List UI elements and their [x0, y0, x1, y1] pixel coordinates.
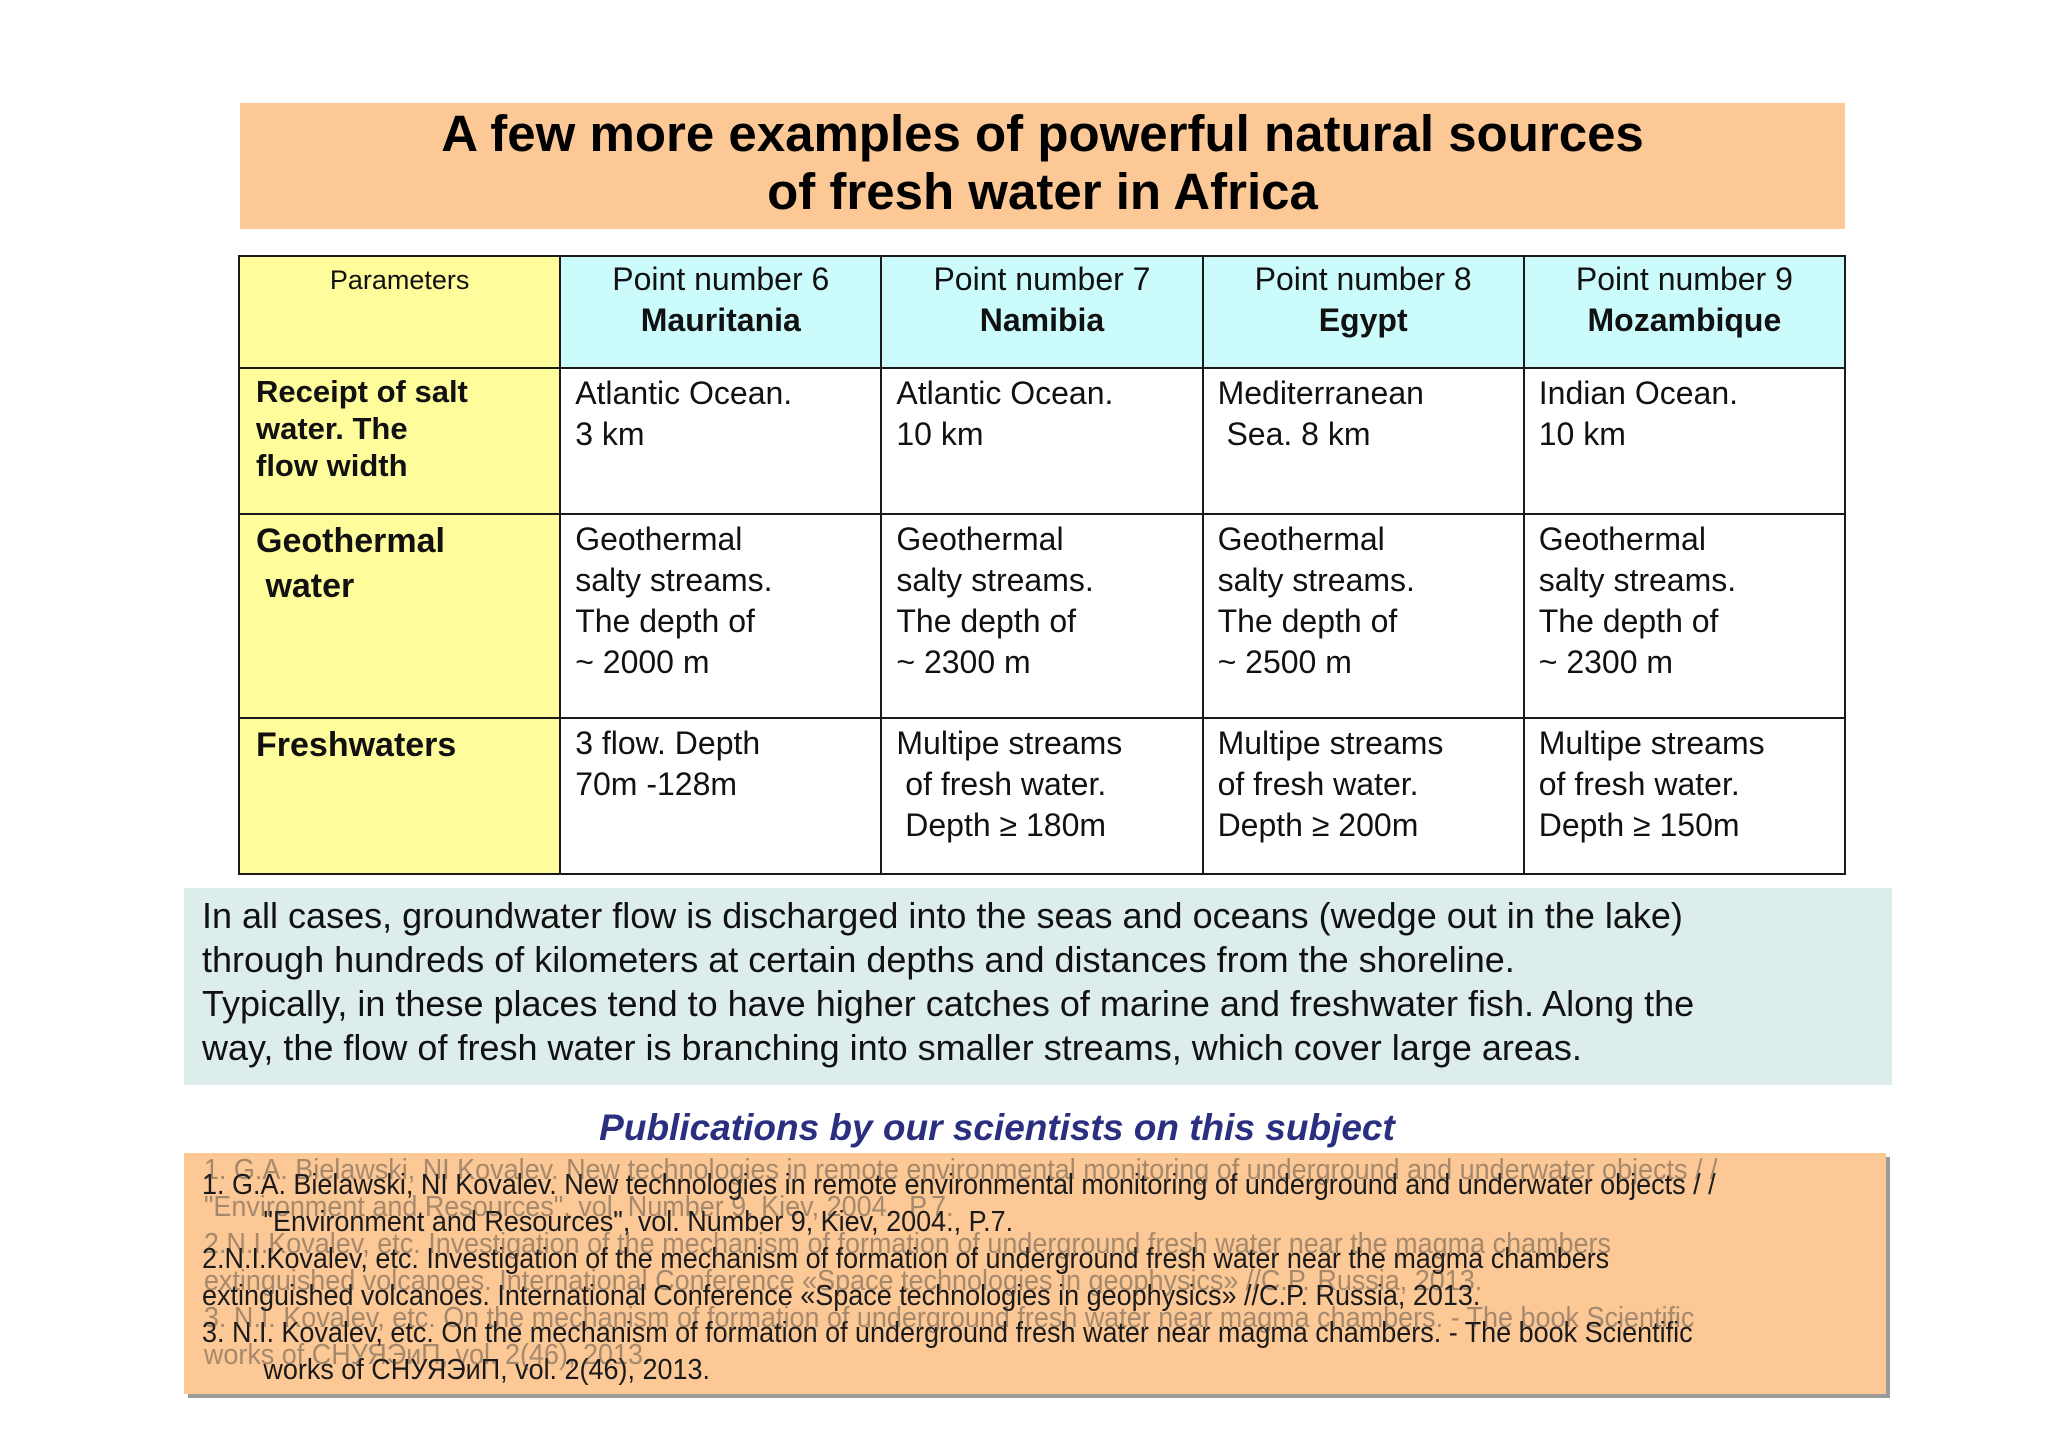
row-label-line: Freshwaters: [256, 726, 457, 764]
point-label: Point number 7: [933, 261, 1151, 297]
cell-line: Geothermal: [1538, 521, 1706, 557]
cell-line: The depth of: [1217, 603, 1398, 639]
table-cell: [1524, 514, 1845, 718]
cell-line: ~ 2500 m: [1217, 644, 1352, 680]
summary-line: way, the flow of fresh water is branching into smaller streams, which cover large areas.: [202, 1027, 1582, 1068]
cell-line: Multipe streams: [1217, 725, 1444, 761]
page-title-line-1: A few more examples of powerful natural sources: [441, 105, 1644, 162]
table-cell: [560, 514, 881, 718]
summary-line: In all cases, groundwater flow is discharged into the seas and oceans (wedge out in the lake): [202, 895, 1683, 936]
parameters-header: Parameters: [239, 256, 560, 368]
cell-line: Atlantic Ocean.: [575, 375, 793, 411]
summary-line: Typically, in these places tend to have higher catches of marine and freshwater fish. Along the: [202, 983, 1695, 1024]
cell-line: salty streams.: [1538, 562, 1737, 598]
table-cell: [560, 368, 881, 514]
table-header-row: [239, 256, 1845, 368]
parameters-table: [238, 255, 1846, 875]
publication-line: 2.N.I.Kovalev, etc. Investigation of the mechanism of formation of underground fresh water near the magma chambers 2.N.I.Kovalev, etc. Investigation of the mechanism of formation of underground fresh water near the magma chambers: [202, 1241, 1768, 1278]
point-label: Point number 6: [612, 261, 830, 297]
point-country: Mozambique: [1587, 302, 1782, 338]
table-cell: [1524, 718, 1845, 874]
cell-line: of fresh water.: [1538, 766, 1740, 802]
page-title-line-2: of fresh water in Africa: [767, 163, 1318, 220]
publication-line: extinguished volcanoes. International Conference «Space technologies in geophysics» //C.P. Russia, 2013. extinguished volcanoes. International Conference «Space technologies in geophysics» //C.P. Russia, 2013.: [202, 1278, 1768, 1315]
cell-line: salty streams.: [1217, 562, 1415, 598]
cell-line: Depth ≥ 150m: [1538, 807, 1740, 843]
cell-line: Sea. 8 km: [1217, 416, 1371, 452]
summary-box: [184, 888, 1892, 1085]
cell-line: Depth ≥ 200m: [1217, 807, 1419, 843]
point-country: Mauritania: [640, 302, 801, 338]
table-cell: [1203, 718, 1524, 874]
publications-heading: [0, 1105, 2048, 1151]
table-cell: [1203, 514, 1524, 718]
cell-line: salty streams.: [575, 562, 773, 598]
row-label: [239, 718, 560, 874]
cell-line: ~ 2300 m: [896, 644, 1031, 680]
table-cell: [1203, 368, 1524, 514]
row-label-line: Geothermal: [256, 522, 445, 560]
table-cell: [881, 718, 1202, 874]
row-label-line: water: [256, 567, 355, 605]
cell-line: Multipe streams: [1538, 725, 1765, 761]
row-label: [239, 368, 560, 514]
cell-line: 3 flow. Depth: [575, 725, 761, 761]
cell-line: Atlantic Ocean.: [896, 375, 1114, 411]
publication-line: works of СНУЯЭиП, vol. 2(46), 2013. works of СНУЯЭиП, vol. 2(46), 2013.: [202, 1352, 1768, 1389]
point-header: [1524, 256, 1845, 368]
row-label-line: flow width: [256, 448, 408, 483]
table-row: [239, 718, 1845, 874]
publication-line: 3. N.I. Kovalev, etc. On the mechanism of formation of underground fresh water near magma chambers. - The book Scientific 3. N.I. Kovalev, etc. On the mechanism of formation of underground fresh water near magma chambers. - The book Scientific: [202, 1315, 1768, 1352]
summary-line: through hundreds of kilometers at certain depths and distances from the shoreline.: [202, 939, 1515, 980]
point-country: Egypt: [1318, 302, 1408, 338]
publications-box: [184, 1153, 1886, 1394]
table-cell: [881, 514, 1202, 718]
cell-line: The depth of: [896, 603, 1077, 639]
cell-line: The depth of: [1538, 603, 1719, 639]
cell-line: Depth ≥ 180m: [896, 807, 1107, 843]
cell-line: Geothermal: [1217, 521, 1385, 557]
table-cell: [560, 718, 881, 874]
point-header: [881, 256, 1202, 368]
cell-line: Geothermal: [575, 521, 743, 557]
point-label: Point number 8: [1254, 261, 1472, 297]
cell-line: 10 km: [896, 416, 984, 452]
table-row: [239, 368, 1845, 514]
row-label-line: Receipt of salt: [256, 374, 468, 409]
table-cell: [1524, 368, 1845, 514]
cell-line: 3 km: [575, 416, 645, 452]
table-cell: [881, 368, 1202, 514]
point-label: Point number 9: [1575, 261, 1793, 297]
cell-line: Mediterranean: [1217, 375, 1424, 411]
cell-line: The depth of: [575, 603, 755, 639]
table-row: [239, 514, 1845, 718]
cell-line: of fresh water.: [896, 766, 1107, 802]
cell-line: salty streams.: [896, 562, 1094, 598]
cell-line: of fresh water.: [1217, 766, 1419, 802]
cell-line: 10 km: [1538, 416, 1626, 452]
cell-line: ~ 2300 m: [1538, 644, 1674, 680]
cell-line: Geothermal: [896, 521, 1064, 557]
publication-line: 1. G.A. Bielawski, NI Kovalev. New technologies in remote environmental monitoring of underground and underwater objects / / 1. G.A. Bielawski, NI Kovalev. New technologies in remote environmental monitoring of underground and underwater objects / /: [202, 1167, 1768, 1204]
publications-heading-text: Publications by our scientists on this subject: [599, 1107, 1395, 1148]
cell-line: ~ 2000 m: [575, 644, 710, 680]
point-header: [1203, 256, 1524, 368]
cell-line: Indian Ocean.: [1538, 375, 1738, 411]
title-banner: [240, 103, 1845, 229]
publication-line: "Environment and Resources", vol. Number 9, Kiev, 2004., P.7. "Environment and Resources", vol. Number 9, Kiev, 2004., P.7.: [202, 1204, 1768, 1241]
point-header: [560, 256, 881, 368]
cell-line: Multipe streams: [896, 725, 1123, 761]
cell-line: 70m -128m: [575, 766, 738, 802]
row-label-line: water. The: [256, 411, 408, 446]
row-label: [239, 514, 560, 718]
point-country: Namibia: [979, 302, 1105, 338]
